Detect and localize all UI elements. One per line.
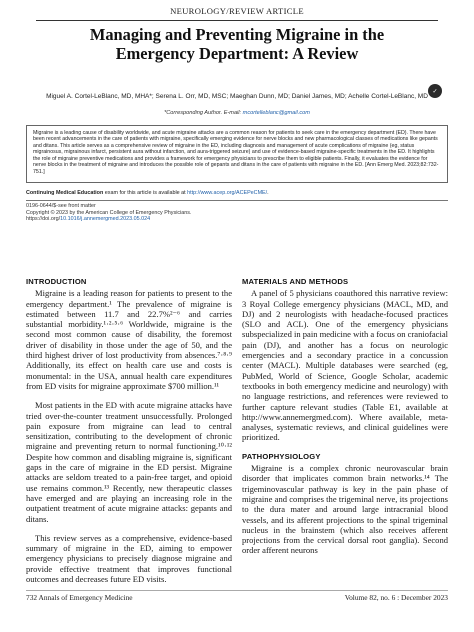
author-list: Miguel A. Cortel-LeBlanc, MD, MHA*; Serena L. Orr, MD, MSC; Maeghan Dunn, MD; Daniel James, MD; Achelle Cortel-LeBlanc, MD xyxy=(46,93,428,100)
footer-journal: 732 Annals of Emergency Medicine xyxy=(26,593,133,602)
abstract-box: Migraine is a leading cause of disability worldwide, and acute migraine attacks are a common reason for patients to seek care in the emergency department (ED). There have been recent advancements in the care of patients with migraine, specifically emerging evidence for nerve blocks and new pharmacological classes of medications like gepants and ditans. This article serves as a comprehensive review of migraine in the ED, including diagnosis and management of acute complications of migraine (eg, status migrainosus, migrainous infarct, persistent aura without infarction, and aura-triggered seizure) and use of evidence-based migraine-specific treatments in the ED. It highlights the role of migraine preventive medications and provides a framework for emergency physicians to prescribe them to eligible patients. Finally, it evaluates the evidence for nerve blocks in the treatment of migraine and introduces the possible role of gepants and ditans in the care of patients with migraine in the ED. [Ann Emerg Med. 2023;82:732-751.] xyxy=(26,125,448,183)
header-divider xyxy=(36,20,438,21)
pathophysiology-heading: PATHOPHYSIOLOGY xyxy=(242,451,321,461)
author-email-link[interactable]: mcortelleblanc@gmail.com xyxy=(242,110,310,116)
issn-line: 0196-0644/$-see front matter xyxy=(26,203,96,209)
corresponding-label: *Corresponding Author. E-mail: xyxy=(164,110,243,116)
intro-paragraph-3: This review serves as a comprehensive, evidence-based summary of migraine in the ED, aiming to empower emergency physicians to precisely diagnose migraine and provide effective treatment that improves functional outcomes and decreases future ED visits. xyxy=(26,532,232,585)
doi-prefix: https://doi.org/ xyxy=(26,216,61,223)
doi-link[interactable]: 10.1016/j.annemergmed.2023.05.024 xyxy=(60,216,151,223)
title-line-1: Managing and Preventing Migraine in the xyxy=(89,25,385,44)
cme-label: Continuing Medical Education xyxy=(26,190,104,196)
methods-heading: MATERIALS AND METHODS xyxy=(242,277,349,286)
copyright-line: Copyright © 2023 by the American College of Emergency Physicians. xyxy=(26,209,192,216)
footer-divider xyxy=(26,590,448,591)
cme-notice xyxy=(26,190,448,196)
cme-text: exam for this article is available at xyxy=(103,190,188,196)
left-column xyxy=(26,277,232,593)
cme-end: . xyxy=(267,190,269,196)
pathophysiology-paragraph: Migraine is a complex chronic neurovascular brain disorder that implicates common brain networks.¹⁴ The trigeminovascular pathway is key in the pain phase of migraine and comprises the trigeminal nerve, its projections to the dura mater and around large intracranial blood vessels, and its afferent projections to the spinal trigeminal nucleus in the brainstem (which also receives afferent projections from the cervical dorsal root ganglia). Second order afferent neurons xyxy=(242,463,448,556)
intro-paragraph-2: Most patients in the ED with acute migraine attacks have tried over-the-counter treatment unsuccessfully. Prolonged pain exposure from migraine can lead to central sensitization, contributing to the development of chronic migraine and preventing return to normal functioning.¹⁰·¹² Despite how common and disabling migraine is, significant gaps in the care of migraine in the ED persist. Migraine attacks are seldom treated to a pain-free target, and opioid use remains common.¹³ Recently, new therapeutic classes have emerged and are playing an increasing role in the outpatient treatment of acute migraine attacks: gepants and ditans. xyxy=(26,400,232,524)
methods-paragraph: A panel of 5 physicians coauthored this narrative review: 3 Royal College emergency physicians (MACL, MD, and DJ) and 2 neurologists with headache-focused practices (SLO and ACL). One of the emergency physicians subspecialized in pain medicine with a focus on craniofacial pain (DJ), and another has a focus on neurologic emergencies and a secondary practice in a concussion center (MACL). Multiple databases were searched (eg, PubMed, World of Science, Google Scholar, academic textbooks in both emergency medicine and neurology) with no language restrictions, and references were reviewed to further capture relevant studies (Table E1, available at http://www.annemergmed.com). Where available, meta-analyses, systematic reviews, and clinical guidelines were prioritized. xyxy=(242,288,448,443)
article-title xyxy=(60,26,414,63)
check-for-updates-icon[interactable]: ✓ xyxy=(428,84,442,98)
intro-paragraph-1: Migraine is a leading reason for patients to present to the emergency department.¹ The prevalence of migraine is estimated between 11.7 and 22.7%²⁻⁶ and carries substantial morbidity.¹·²·⁵·⁶ Worldwide, migraine is the second most common cause of disability, the foremost driver of disability in those under the age of 50, and the third highest driver of lost productivity from absences.⁷·⁸·⁹ Additionally, its effect on health care use and costs is monumental: in the USA, annual health care expenditures from ED visits for migraine approximate $700 million.¹¹ xyxy=(26,288,232,391)
corresponding-author xyxy=(20,110,454,116)
introduction-heading: INTRODUCTION xyxy=(26,277,87,286)
title-line-2: Emergency Department: A Review xyxy=(115,43,359,63)
article-meta xyxy=(26,203,326,223)
footer-volume: Volume 82, no. 6 : December 2023 xyxy=(344,593,448,602)
section-label: NEUROLOGY/REVIEW ARTICLE xyxy=(170,6,304,16)
doi-line xyxy=(26,216,326,223)
cme-link[interactable]: http://www.acep.org/ACEPeCME/ xyxy=(187,190,268,196)
right-column xyxy=(242,277,448,565)
abstract-divider xyxy=(26,200,448,201)
